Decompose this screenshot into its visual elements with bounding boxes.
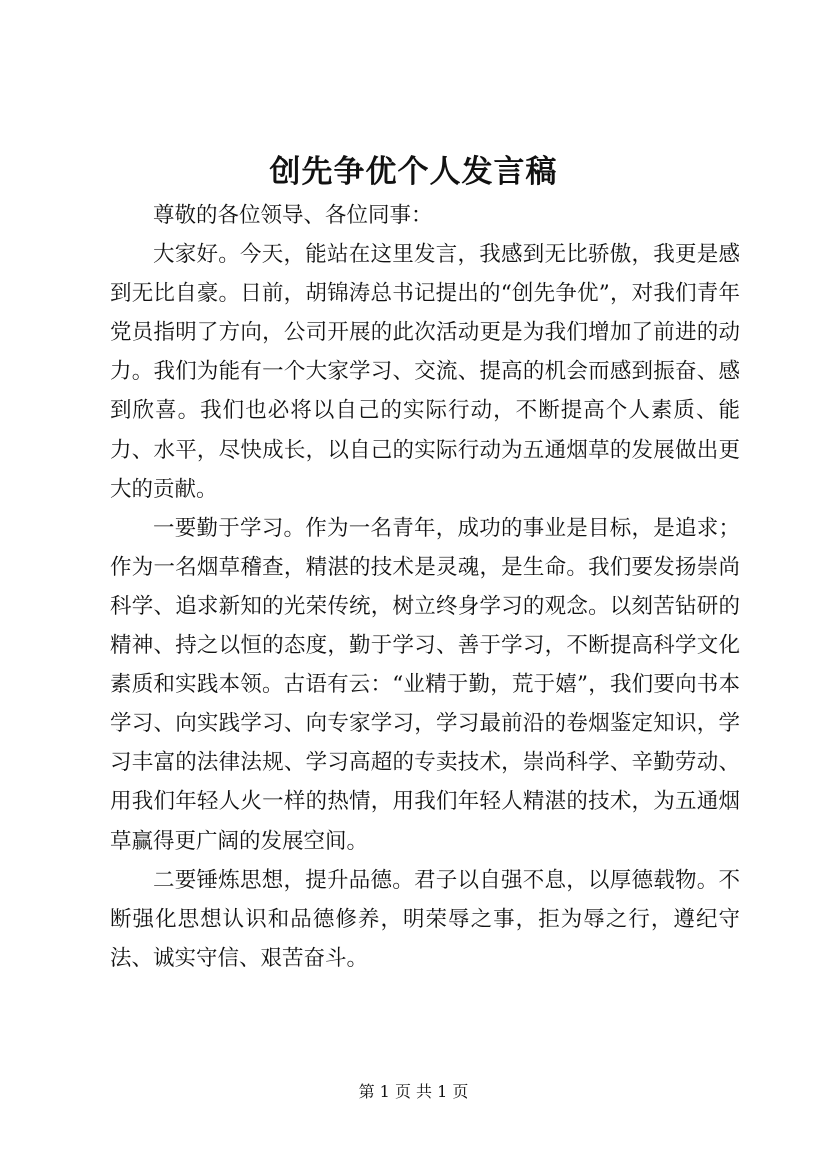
- document-body: [110, 196, 740, 978]
- paragraph-greeting: 大家好。今天，能站在这里发言，我感到无比骄傲，我更是感到无比自豪。日前，胡锦涛总书记提出的“创先争优”，对我们青年党员指明了方向，公司开展的此次活动更是为我们增加了前进的动力。我们为能有一个大家学习、交流、提高的机会而感到振奋、感到欣喜。我们也必将以自己的实际行动，不断提高个人素质、能力、水平，尽快成长，以自己的实际行动为五通烟草的发展做出更大的贡献。: [110, 242, 740, 502]
- paragraph-morality: 二要锤炼思想，提升品德。君子以自强不息，以厚德载物。不断强化思想认识和品德修养，明荣辱之事，拒为辱之行，遵纪守法、诚实守信、艰苦奋斗。: [110, 867, 740, 971]
- paragraph-study: 一要勤于学习。作为一名青年，成功的事业是目标，是追求；作为一名烟草稽查，精湛的技术是灵魂，是生命。我们要发扬崇尚科学、追求新知的光荣传统，树立终身学习的观念。以刻苦钻研的精神、持之以恒的态度，勤于学习、善于学习，不断提高科学文化素质和实践本领。古语有云：“业精于勤，荒于嬉”，我们要向书本学习、向实践学习、向专家学习，学习最前沿的卷烟鉴定知识，学习丰富的法律法规、学习高超的专卖技术，崇尚科学、辛勤劳动、用我们年轻人火一样的热情，用我们年轻人精湛的技术，为五通烟草赢得更广阔的发展空间。: [110, 515, 740, 854]
- salutation: 尊敬的各位领导、各位同事：: [153, 203, 433, 228]
- page-footer: 第 1 页 共 1 页: [358, 1082, 469, 1101]
- document-title: 创先争优个人发言稿: [269, 154, 558, 190]
